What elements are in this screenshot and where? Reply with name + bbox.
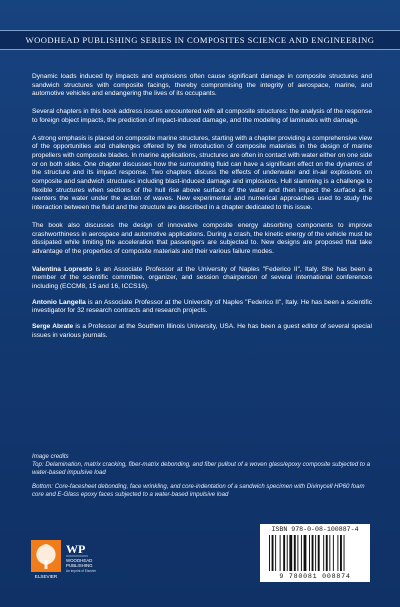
image-credits	[32, 453, 372, 505]
credits-top: Top: Delamination, matrix cracking, fiber-matrix debonding, and fiber pullout of a woven glass/epoxy composite subjected to a water-based impulsive load	[32, 461, 371, 476]
credits-bottom: Bottom: Core-facesheet debonding, face wrinkling, and core-indentation of a sandwich specimen with Divinycell HP60 foam core and E-Glass epoxy faces subjected to a water-based impulsive load	[32, 483, 365, 498]
paragraph-4: The book also discusses the design of innovative composite energy absorbing components to improve crashworthiness in aerospace and automotive applications. During a crash, the kinetic energy of the vehicle must be dissipated while limiting the acceleration that passengers are subjected to. New designs are proposed that take advantage of the properties of composite materials and their various failure modes.	[32, 221, 372, 255]
author-name: Antonio Langella	[32, 298, 86, 306]
author-text: is a Professor at the Southern Illinois University, USA. He has been a guest editor of several special issues in various journals.	[32, 323, 372, 339]
barcode-number: 9 780081 008874	[279, 573, 351, 580]
imprint-tagline: An imprint of Elsevier	[66, 569, 97, 573]
author-text: is an Associate Professor at the University of Naples "Federico II", Italy. He has been a scientific investigator for 32 research contracts and research projects.	[32, 298, 372, 315]
author-bio-3	[32, 323, 372, 340]
isbn-barcode	[260, 524, 370, 582]
paragraph-2: Several chapters in this book address issues encountered with all composite structures: the analysis of the response to foreign object impacts, the prediction of impact-induced damage, and the modeling of laminates with damage.	[32, 108, 372, 124]
credits-heading: Image credits	[32, 453, 69, 460]
author-name: Valentina Lopresto	[32, 265, 93, 273]
series-banner	[0, 30, 400, 50]
barcode-bars	[268, 535, 362, 571]
isbn-label: ISBN 978-0-08-100887-4	[271, 526, 359, 533]
series-title: WOODHEAD PUBLISHING SERIES IN COMPOSITES SCIENCE AND ENGINEERING	[25, 35, 375, 45]
paragraph-3: A strong emphasis is placed on composite marine structures, starting with a chapter providing a comprehensive view of the opportunities and challenges offered by the introduction of composite materials in the design of marine propellers with composite blades. In marine applications, structures are often in contact with water either on one side or on both sides. One chapter discusses how the surrounding fluid can have a significant effect on the dynamics of the structure and its impact response. Two chapters discuss the effects of underwater and in-air explosions on composite and sandwich structures including blast-induced damage and implosions. Hull slamming is a challenge to flexible structures when sections of the hull rise above surface of the water and then impact the surface as it reenters the water under the action of waves. New experimental and numerical approaches used to study the interaction between the fluid and the structure are described in a chapter dedicated to this issue.	[32, 134, 372, 212]
blurb	[32, 73, 372, 348]
woodhead-line: WOODHEAD	[66, 558, 93, 563]
author-text: is an Associate Professor at the University of Naples "Federico II", Italy. She has been a member of the scientific committee, organizer, and session chairperson of several international conferences including (ECCM8, 15 and 16, ICCS16).	[32, 265, 372, 291]
publisher-logo	[30, 536, 130, 580]
wp-mark: WP	[66, 542, 86, 556]
elsevier-wordmark: ELSEVIER	[34, 574, 58, 579]
paragraph-1: Dynamic loads induced by impacts and explosions often cause significant damage in composite structures and sandwich structures with composite facings, thereby compromising the integrity of aerospace, marine, and automotive vehicles and endangering the lives of its occupants.	[32, 73, 372, 98]
author-bio-2	[32, 299, 372, 316]
elsevier-woodhead-logo	[30, 536, 130, 580]
publishing-line: PUBLISHING	[66, 563, 93, 568]
author-name: Serge Abrate	[32, 323, 74, 331]
author-bio-1	[32, 266, 372, 292]
